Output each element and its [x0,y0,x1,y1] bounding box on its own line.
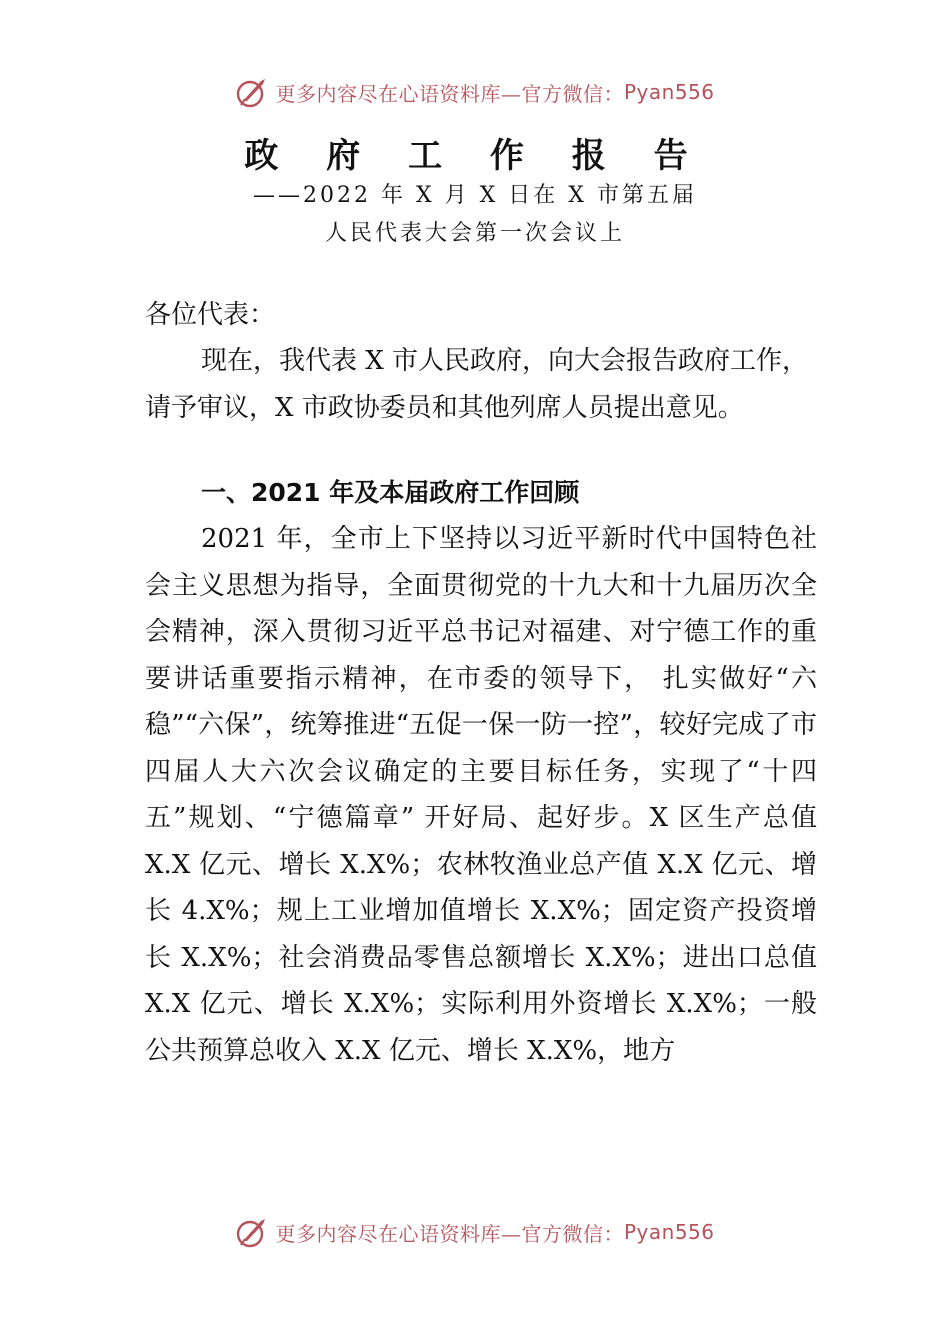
section-paragraph: 2021 年，全市上下坚持以习近平新时代中国特色社会主义思想为指导，全面贯彻党的十九大和十九届历次全会精神，深入贯彻习近平总书记对福建、对宁德工作的重要讲话重要指示精神，在市委的领导下， 扎实做好“六稳”“六保”，统筹推进“五促一保一防一控”，较好完成了市四届人大六次会议确定的主要目标任务，实现了“十四五”规划、“宁德篇章” 开好局、起好步。X 区生产总值 X.X 亿元、增长 X.X%；农林牧渔业总产值 X.X 亿元、增长 4.X%；规上工业增加值增长 X.X%；固定资产投资增长 X.X%；社会消费品零售总额增长 X.X%；进出口总值 X.X 亿元、增长 X.X%；实际利用外资增长 X.X%；一般公共预算总收入 X.X 亿元、增长 X.X%，地方 [145,524,817,1066]
intro-paragraph: 现在，我代表 X 市人民政府，向大会报告政府工作，请予审议，X 市政协委员和其他列席人员提出意见。 [145,346,809,423]
watermark-footer [0,1212,950,1252]
watermark-header [0,72,950,112]
section-heading: 一、2021 年及本届政府工作回顾 [201,478,580,507]
watermark-text: 更多内容尽在心语资料库—官方微信： [275,1221,624,1246]
greeting: 各位代表： [145,300,276,330]
watermark-text: 更多内容尽在心语资料库—官方微信： [275,81,624,106]
watermark-brand: Pyan556 [623,80,715,104]
quill-circle-logo-icon [235,75,269,109]
watermark-brand: Pyan556 [623,1220,715,1244]
document-subtitle-line1: ——2022 年 X 月 X 日在 X 市第五届 [253,183,697,208]
quill-circle-logo-icon [235,1215,269,1249]
document-subtitle-line2: 人民代表大会第一次会议上 [324,221,625,246]
document-title: 政 府 工 作 报 告 [244,136,706,176]
